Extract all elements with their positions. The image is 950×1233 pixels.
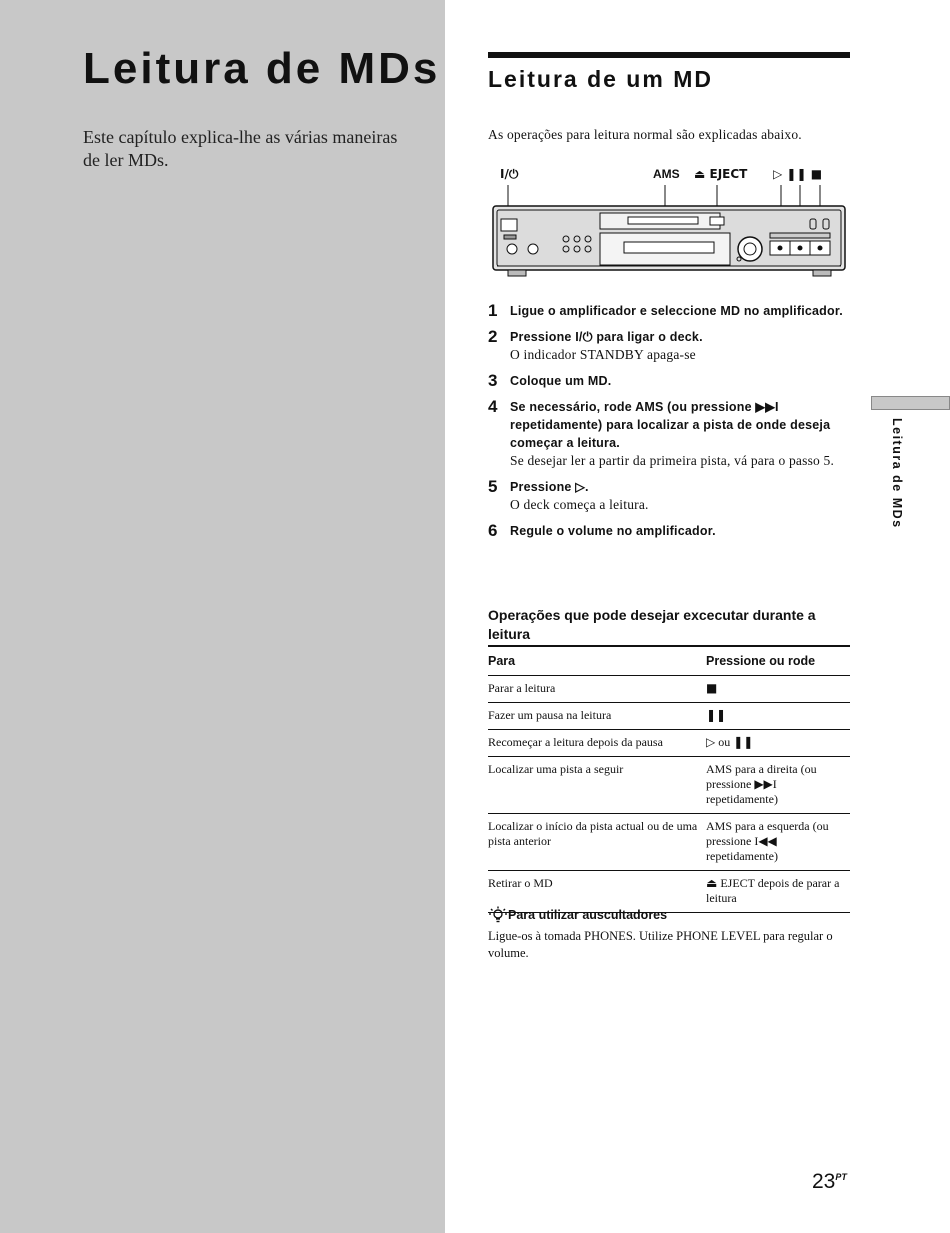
table-header-row <box>488 646 850 676</box>
step-number: 2 <box>488 327 498 346</box>
step-text <box>510 398 850 470</box>
step <box>488 478 850 514</box>
table-cell: ❚❚ <box>706 703 850 730</box>
table-cell: Fazer um pausa na leitura <box>488 703 706 730</box>
step-instruction: Se necessário, rode AMS (ou pressione ▶▶I repetidamente) para localizar a pista de onde deseja começar a leitura. <box>510 400 831 450</box>
table-cell: AMS para a direita (ou pressione ▶▶I repetidamente) <box>706 757 850 814</box>
left-panel <box>0 0 445 1233</box>
eject-label: ⏏ EJECT <box>694 167 748 181</box>
step-text <box>510 302 843 320</box>
step <box>488 372 850 390</box>
section-intro: As operações para leitura normal são explicadas abaixo. <box>488 127 802 142</box>
table-row <box>488 703 850 730</box>
tip-title: Para utilizar auscultadores <box>508 908 668 922</box>
chapter-side-tab <box>871 396 950 410</box>
table-cell: ▷ ou ❚❚ <box>706 730 850 757</box>
step-note: Se desejar ler a partir da primeira pista, vá para o passo 5. <box>510 453 835 468</box>
power-label: I/⏻ <box>500 167 519 181</box>
step-instruction: Regule o volume no amplificador. <box>510 524 716 538</box>
table-row <box>488 814 850 871</box>
step-instruction: Pressione I/⏻ para ligar o deck. <box>510 330 703 344</box>
tip-box <box>488 906 850 962</box>
step-text <box>510 372 611 390</box>
step <box>488 522 850 540</box>
step <box>488 398 850 470</box>
column-header-para: Para <box>488 646 706 676</box>
chapter-title: Leitura de MDs <box>83 44 441 93</box>
table-cell: ■ <box>706 676 850 703</box>
step-instruction: Coloque um MD. <box>510 374 612 388</box>
step-text <box>510 522 716 540</box>
md-deck-drawing <box>488 165 850 290</box>
operations-table <box>488 645 850 913</box>
tip-header <box>488 906 850 924</box>
section-rule <box>488 52 850 58</box>
section-header <box>488 52 850 93</box>
operations-title: Operações que pode desejar excecutar durante a leitura <box>488 607 816 642</box>
steps-list <box>488 302 850 548</box>
step-note: O deck começa a leitura. <box>510 497 649 512</box>
page-language-code: PT <box>835 1172 847 1182</box>
page-number <box>812 1170 847 1194</box>
column-header-pressione: Pressione ou rode <box>706 646 850 676</box>
step-number: 5 <box>488 477 498 496</box>
chapter-side-label: Leitura de MDs <box>890 418 904 529</box>
page-number-value: 23 <box>812 1170 836 1193</box>
step-number: 6 <box>488 521 498 540</box>
section-title: Leitura de um MD <box>488 66 713 92</box>
table-cell: Retirar o MD <box>488 871 706 913</box>
lightbulb-icon <box>488 906 508 924</box>
table-row <box>488 730 850 757</box>
tip-body: Ligue-os à tomada PHONES. Utilize PHONE LEVEL para regular o volume. <box>488 929 833 960</box>
table-row <box>488 757 850 814</box>
table-row <box>488 676 850 703</box>
step-instruction: Ligue o amplificador e seleccione MD no amplificador. <box>510 304 843 318</box>
step-number: 4 <box>488 397 498 416</box>
md-deck-illustration <box>488 165 850 290</box>
step <box>488 302 850 320</box>
step-number: 3 <box>488 371 498 390</box>
table-cell: Localizar o início da pista actual ou de uma pista anterior <box>488 814 706 871</box>
step-number: 1 <box>488 301 498 320</box>
table-cell: ⏏ EJECT depois de parar a leitura <box>706 871 850 913</box>
table-cell: Recomeçar a leitura depois da pausa <box>488 730 706 757</box>
step-text <box>510 328 703 364</box>
ams-label: AMS <box>653 167 680 181</box>
transport-label: ▷ ❚❚ ■ <box>773 167 823 181</box>
step-text <box>510 478 649 514</box>
table-cell: Parar a leitura <box>488 676 706 703</box>
table-cell: AMS para a esquerda (ou pressione I◀◀ repetidamente) <box>706 814 850 871</box>
step-note: O indicador STANDBY apaga-se <box>510 347 696 362</box>
step <box>488 328 850 364</box>
step-instruction: Pressione ▷. <box>510 480 589 494</box>
chapter-intro: Este capítulo explica-lhe as várias maneiras de ler MDs. <box>83 127 398 170</box>
table-cell: Localizar uma pista a seguir <box>488 757 706 814</box>
